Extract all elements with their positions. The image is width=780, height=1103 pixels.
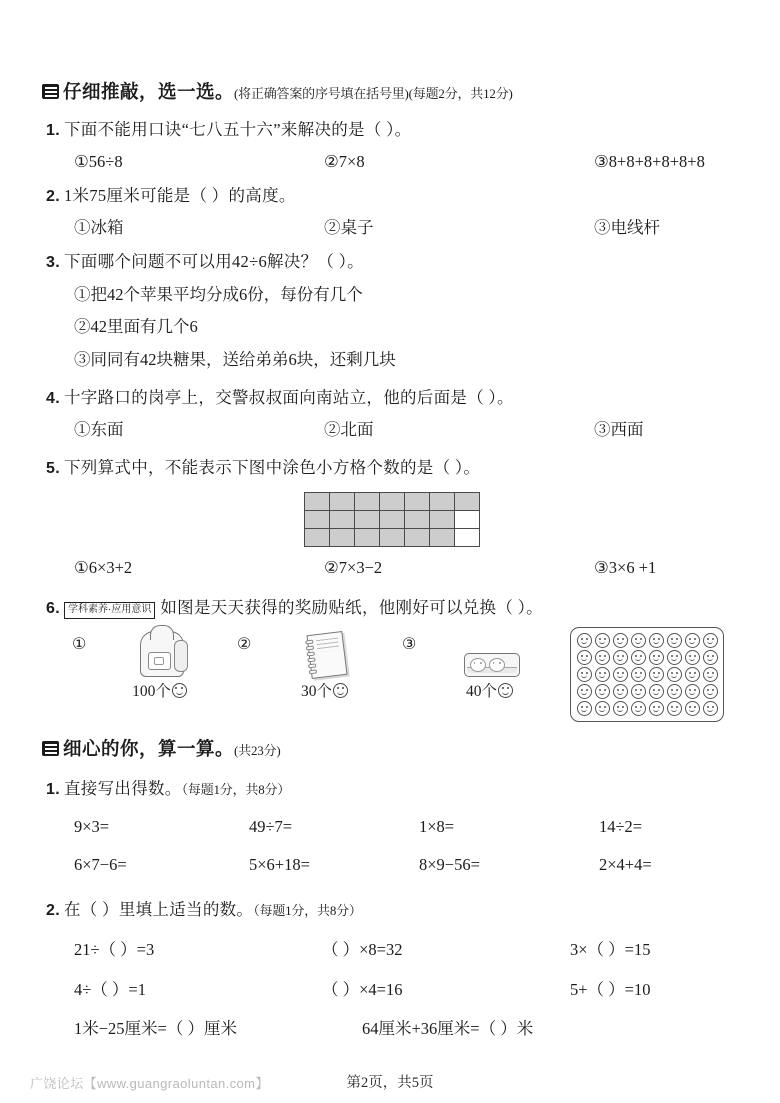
- question-4: [42, 386, 742, 443]
- smiley-face-icon: [577, 650, 592, 665]
- question-number: 1.: [46, 781, 60, 799]
- smiley-face-icon: [631, 667, 646, 682]
- smiley-face-icon: [613, 650, 628, 665]
- smiley-face-icon: [595, 701, 610, 716]
- grid-cell-shaded: [380, 529, 404, 546]
- reward-caption: 30个: [300, 683, 332, 701]
- calc-item[interactable]: 5×6+18=: [249, 855, 310, 874]
- grid-cell-shaded: [405, 529, 429, 546]
- page-footer: [0, 1051, 780, 1103]
- calc-item[interactable]: 8×9−56=: [419, 855, 480, 874]
- grid-cell-shaded: [330, 511, 354, 528]
- calc-item[interactable]: 1×8=: [419, 817, 455, 837]
- smiley-face-icon: [631, 633, 646, 648]
- grid-cell-shaded: [305, 493, 329, 510]
- option-2[interactable]: ②7×8: [324, 152, 365, 171]
- smiley-face-icon: [685, 633, 700, 648]
- grid-cell-shaded: [430, 511, 454, 528]
- section-note: (共23分): [234, 743, 281, 759]
- question-stem: 在（ ）里填上适当的数。: [64, 899, 254, 919]
- question-number: 6.: [46, 600, 60, 618]
- grid-cell-shaded: [405, 493, 429, 510]
- calc-item[interactable]: 9×3=: [74, 817, 110, 837]
- option-2[interactable]: ②7×3−2: [324, 557, 383, 577]
- section-title: 仔细推敲，选一选。: [63, 81, 235, 102]
- book-icon: [42, 84, 59, 99]
- watermark: 广饶论坛【www.guangraoluntan.com】: [30, 1076, 269, 1091]
- section-title: 细心的你，算一算。: [63, 738, 235, 760]
- option-1[interactable]: ①6×3+2: [74, 557, 133, 577]
- smiley-face-icon: [613, 701, 628, 716]
- calc-item[interactable]: 49÷7=: [249, 817, 293, 837]
- smiley-face-icon: [613, 684, 628, 699]
- smiley-face-icon: [685, 667, 700, 682]
- shaded-grid-figure: [42, 492, 742, 547]
- calc-question-2: [42, 898, 742, 1042]
- smiley-face-icon: [685, 650, 700, 665]
- smiley-face-icon: [595, 650, 610, 665]
- smiley-face-icon: [577, 684, 592, 699]
- pencil-case-icon: [400, 629, 565, 677]
- smiley-face-icon: [577, 633, 592, 648]
- smiley-face-icon: [703, 667, 718, 682]
- question-stem: 直接写出得数。: [64, 779, 182, 799]
- question-note: （每题1分，共8分）: [253, 902, 362, 918]
- smiley-face-icon: [685, 701, 700, 716]
- reward-option-2[interactable]: [235, 629, 400, 703]
- option-3[interactable]: ③电线杆: [594, 217, 660, 237]
- reward-mark: ③: [402, 636, 417, 654]
- question-stem: 下列算式中，不能表示下图中涂色小方格个数的是（ ）。: [64, 457, 481, 477]
- question-6-rewards: [42, 629, 742, 715]
- smiley-face-icon: [703, 684, 718, 699]
- smiley-face-icon: [649, 701, 664, 716]
- grid-cell-shaded: [430, 529, 454, 546]
- question-1-options: [42, 150, 742, 175]
- grid-cell-shaded: [455, 493, 479, 510]
- smiley-face-icon: [577, 701, 592, 716]
- question-5-options: [42, 556, 742, 581]
- backpack-icon: [70, 629, 235, 677]
- question-stem: 十字路口的岗亭上，交警叔叔面向南站立，他的后面是（ ）。: [64, 387, 514, 407]
- question-stem: 1米75厘米可能是（ ）的高度。: [64, 185, 296, 205]
- calc-row: [42, 815, 742, 840]
- smiley-face-icon: [667, 633, 682, 648]
- smiley-face-icon: [498, 683, 513, 698]
- grid-cell-shaded: [380, 511, 404, 528]
- calc-question-1: [42, 777, 742, 878]
- question-number: 4.: [46, 389, 60, 407]
- fill-row: [42, 938, 742, 963]
- page-number: 第2页，共5页: [346, 1075, 434, 1091]
- calc-item[interactable]: 14÷2=: [599, 817, 643, 837]
- reward-caption: 100个: [132, 683, 171, 701]
- smiley-face-icon: [649, 650, 664, 665]
- calc-item[interactable]: 6×7−6=: [74, 855, 127, 874]
- smiley-face-icon: [172, 683, 187, 698]
- fill-item[interactable]: 21÷（ ）=3: [74, 939, 155, 959]
- competency-badge: 学科素养·应用意识: [64, 602, 155, 619]
- grid-cell-shaded: [380, 493, 404, 510]
- question-2-options: [42, 216, 742, 241]
- grid-cell-shaded: [430, 493, 454, 510]
- calc-row: [42, 853, 742, 878]
- smiley-face-icon: [631, 650, 646, 665]
- reward-option-3[interactable]: [400, 629, 565, 703]
- smiley-face-icon: [577, 667, 592, 682]
- book-icon: [42, 741, 59, 756]
- smiley-face-icon: [667, 667, 682, 682]
- smiley-face-icon: [613, 633, 628, 648]
- calc-item[interactable]: 2×4+4=: [599, 855, 652, 874]
- fill-row: [42, 1017, 742, 1042]
- question-number: 2.: [46, 901, 60, 919]
- smiley-face-icon: [667, 701, 682, 716]
- option-2[interactable]: ②北面: [324, 419, 374, 439]
- question-number: 3.: [46, 253, 60, 271]
- smiley-face-icon: [631, 701, 646, 716]
- smiley-face-icon: [649, 684, 664, 699]
- question-5: [42, 456, 742, 581]
- question-4-options: [42, 418, 742, 443]
- sticker-panel: [570, 627, 724, 722]
- question-2: [42, 184, 742, 241]
- question-6: [42, 596, 742, 715]
- section-note: (将正确答案的序号填在括号里)(每题2分，共12分): [234, 86, 513, 101]
- smiley-face-icon: [703, 650, 718, 665]
- question-note: （每题1分，共8分）: [181, 782, 291, 798]
- section-header-calc: [42, 735, 742, 761]
- option-1[interactable]: ①56÷8: [74, 152, 123, 171]
- smiley-face-icon: [703, 701, 718, 716]
- grid-cell-shaded: [330, 493, 354, 510]
- option-3[interactable]: ③8+8+8+8+8+8: [594, 152, 705, 171]
- smiley-face-icon: [685, 684, 700, 699]
- question-1: [42, 118, 742, 175]
- reward-mark: ②: [237, 636, 252, 654]
- fill-item[interactable]: 4÷（ ）=1: [74, 979, 146, 999]
- fill-item[interactable]: （ ）×4=16: [322, 979, 403, 999]
- fill-item[interactable]: 5+（ ）=10: [570, 979, 651, 999]
- fill-item[interactable]: 3×（ ）=15: [570, 939, 651, 959]
- question-stem: 下面哪个问题不可以用42÷6解决？（ ）。: [64, 251, 364, 271]
- smiley-face-icon: [649, 667, 664, 682]
- option-1[interactable]: ①东面: [74, 419, 124, 439]
- fill-item[interactable]: 64厘米+36厘米=（ ）米: [362, 1019, 534, 1039]
- question-number: 5.: [46, 459, 60, 477]
- grid-cell-blank: [455, 529, 479, 546]
- grid-cell-shaded: [405, 511, 429, 528]
- option-3[interactable]: ③同同有42块糖果，送给弟弟6块，还剩几块: [74, 350, 396, 369]
- option-2[interactable]: ②42里面有几个6: [74, 317, 198, 337]
- grid-cell-shaded: [305, 511, 329, 528]
- smiley-face-icon: [631, 684, 646, 699]
- notebook-icon: [235, 629, 400, 677]
- smiley-face-icon: [667, 684, 682, 699]
- question-number: 2.: [46, 187, 60, 205]
- grid-cell-shaded: [355, 511, 379, 528]
- grid-cell-shaded: [330, 529, 354, 546]
- option-1[interactable]: ①把42个苹果平均分成6份，每份有几个: [74, 284, 363, 304]
- grid-cell-shaded: [305, 529, 329, 546]
- question-number: 1.: [46, 122, 60, 139]
- smiley-face-icon: [595, 684, 610, 699]
- grid-cell-blank: [455, 511, 479, 528]
- question-3: [42, 250, 742, 373]
- reward-caption: 40个: [465, 683, 497, 701]
- reward-mark: ①: [72, 636, 87, 654]
- grid-cell-shaded: [355, 529, 379, 546]
- smiley-face-icon: [333, 683, 348, 698]
- option-3[interactable]: ③3×6 +1: [594, 557, 657, 577]
- fill-row: [42, 978, 742, 1003]
- fill-item[interactable]: （ ）×8=32: [322, 939, 403, 959]
- shaded-grid: [304, 492, 480, 547]
- reward-option-1[interactable]: [70, 629, 235, 703]
- smiley-face-icon: [595, 667, 610, 682]
- section-header-choice: [42, 78, 742, 104]
- option-1[interactable]: ①冰箱: [74, 217, 124, 237]
- question-stem: 如图是天天获得的奖励贴纸，他刚好可以兑换（ ）。: [160, 598, 543, 618]
- option-3[interactable]: ③西面: [594, 419, 644, 439]
- smiley-face-icon: [703, 633, 718, 648]
- question-stem: 下面不能用口诀“七八五十六”来解决的是（ ）。: [64, 120, 412, 139]
- smiley-face-icon: [667, 650, 682, 665]
- smiley-face-icon: [613, 667, 628, 682]
- grid-cell-shaded: [355, 493, 379, 510]
- smiley-face-icon: [649, 633, 664, 648]
- option-2[interactable]: ②桌子: [324, 217, 374, 237]
- smiley-face-icon: [595, 633, 610, 648]
- fill-item[interactable]: 1米−25厘米=（ ）厘米: [74, 1019, 237, 1039]
